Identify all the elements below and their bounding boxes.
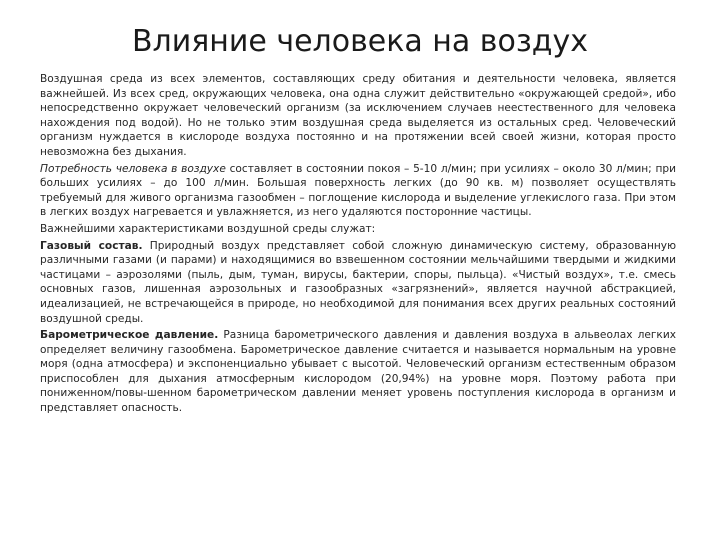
air-need-text: составляет в состоянии покоя – 5-10 л/мин; при усилиях – около 30 л/мин; при больших усилиях – до 100 л/мин. Большая поверхность легких (до 90 кв. м) позволяет осуществлять требуемый для живого организма газообмен – поглощение кислорода и выделение углекислого газа. При этом в легких воздух нагревается и увлажняется, из него удаляются посторонние частицы. bbox=[40, 162, 676, 219]
paragraph-air-environment: Воздушная среда из всех элементов, составляющих среду обитания и деятельности человека, является важнейшей. Из всех сред, окружающих человека, она одна служит действительно «окружающей средой», ибо непосредственно окружает человеческий организм (за исключением случаев неестественного для человека нахождения под водой). Но не только этим воздушная среда выделяется из остальных сред. Человеческий организм нуждается в кислороде воздуха постоянно и на протяжении всей своей жизни, которая просто невозможна без дыхания. bbox=[40, 73, 676, 158]
barometric-pressure-term: Барометрическое давление. bbox=[40, 329, 219, 342]
paragraph-air-need bbox=[40, 162, 676, 220]
gas-composition-term: Газовый состав. bbox=[40, 239, 143, 252]
gas-composition-text: Природный воздух представляет собой сложную динамическую систему, образованную различными газами (и парами) и находящимися во взвешенном состоянии мельчайшими твердыми и жидкими частицами – аэрозолями (пыль, дым, туман, вирусы, бактерии, споры, пыльца). «Чистый воздух», т.е. смесь основных газов, лишенная аэрозольных и газообразных «загрязнений», является научной абстракцией, идеализацией, не встречающейся в природе, но необходимой для понимания всех других реальных состояний воздушной среды. bbox=[40, 239, 676, 325]
paragraph-barometric-pressure bbox=[40, 328, 676, 416]
slide-title: Влияние человека на воздух bbox=[131, 24, 589, 59]
paragraph-characteristics-intro: Важнейшими характеристиками воздушной среды служат: bbox=[40, 222, 376, 235]
paragraph-gas-composition bbox=[40, 239, 676, 327]
slide-body bbox=[40, 72, 676, 418]
barometric-pressure-text: Разница барометрического давления и давления воздуха в альвеолах легких определяет величину газообмена. Барометрическое давление считается и называется нормальным на уровне моря (одна атмосфера) и экспоненциально убывает с высотой. Человеческий организм естественным образом приспособлен для дыхания атмосферным кислородом (20,94%) на уровне моря. Поэтому работа при пониженном/повы-шенном барометрическом давлении меняет уровень поступления кислорода в организм и представляет опасность. bbox=[40, 329, 676, 415]
air-need-term: Потребность человека в воздухе bbox=[40, 162, 226, 175]
